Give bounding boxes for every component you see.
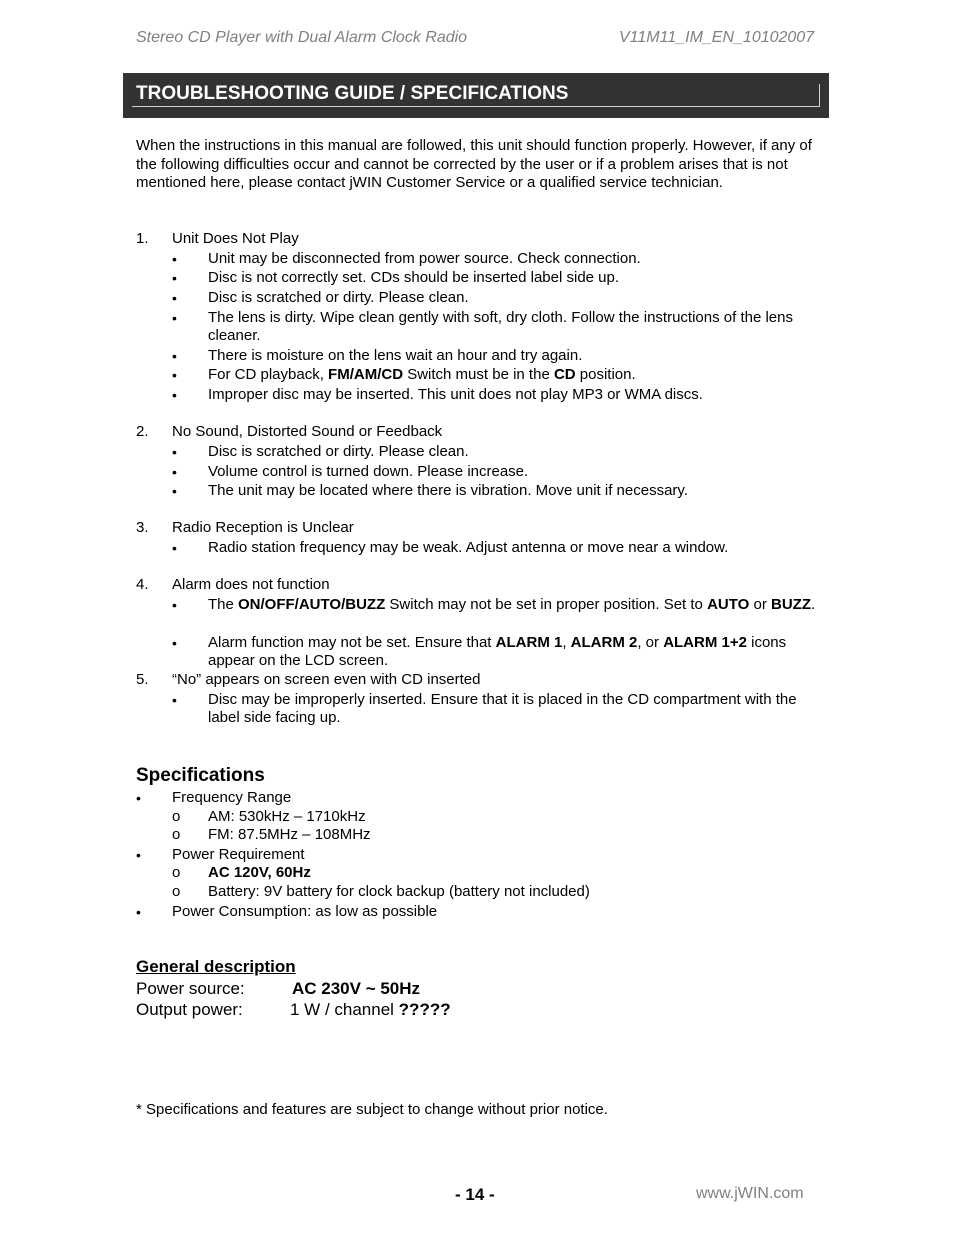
website-url: www.jWIN.com <box>696 1185 804 1202</box>
troubleshoot-bullet: Disc is not correctly set. CDs should be inserted label side up. <box>208 269 620 286</box>
troubleshoot-bullet: Disc is scratched or dirty. Please clean. <box>208 443 469 460</box>
troubleshoot-bullet: Volume control is turned down. Please increase. <box>208 463 529 480</box>
problem-number: 1. <box>136 230 149 247</box>
bullet-marker: • <box>136 904 141 920</box>
sub-bullet-marker: o <box>172 883 181 900</box>
troubleshoot-bullet: Improper disc may be inserted. This unit does not play MP3 or WMA discs. <box>208 386 703 403</box>
bullet-keyword: BUZZ <box>771 596 811 613</box>
troubleshoot-bullet: Disc is scratched or dirty. Please clean. <box>208 289 469 306</box>
problem-title: “No” appears on screen even with CD inserted <box>172 671 481 688</box>
bullet-marker: • <box>172 635 177 651</box>
troubleshoot-bullet: Disc may be improperly inserted. Ensure that it is placed in the CD compartment with the label side facing up. <box>208 691 797 726</box>
sub-bullet-marker: o <box>172 826 181 843</box>
troubleshoot-bullet: Radio station frequency may be weak. Adjust antenna or move near a window. <box>208 539 729 556</box>
spec-item: Power Consumption: as low as possible <box>172 903 438 920</box>
troubleshoot-bullet: There is moisture on the lens wait an hour and try again. <box>208 347 583 364</box>
troubleshoot-bullet-cd-switch <box>208 366 818 384</box>
bullet-keyword: CD <box>553 366 576 383</box>
problem-number: 5. <box>136 671 149 688</box>
power-source-label: Power source: <box>136 979 245 998</box>
bullet-marker: • <box>172 251 177 267</box>
page-number: - 14 - <box>455 1185 495 1204</box>
bullet-text-part: . <box>811 596 816 613</box>
specifications-notice: * Specifications and features are subject to change without prior notice. <box>136 1101 608 1118</box>
spec-subitem: Battery: 9V battery for clock backup (battery not included) <box>208 883 590 900</box>
problem-title: Alarm does not function <box>172 576 330 593</box>
bullet-marker: • <box>172 310 177 326</box>
bullet-text-part: , <box>562 634 571 651</box>
bullet-keyword: FM/AM/CD <box>328 366 404 383</box>
troubleshoot-bullet-alarm <box>208 634 818 670</box>
bullet-text-part: icons appear on the LCD screen. <box>208 634 787 669</box>
bullet-marker: • <box>172 348 177 364</box>
bullet-text-part: position. <box>575 366 636 383</box>
troubleshoot-bullet: Unit may be disconnected from power source. Check connection. <box>208 250 641 267</box>
problem-title: Radio Reception is Unclear <box>172 519 354 536</box>
bullet-marker: • <box>172 444 177 460</box>
bullet-keyword: ALARM 1+2 <box>663 634 747 651</box>
sub-bullet-marker: o <box>172 864 181 881</box>
bullet-marker: • <box>172 290 177 306</box>
bullet-marker: • <box>172 367 177 383</box>
section-title: TROUBLESHOOTING GUIDE / SPECIFICATIONS <box>136 83 569 104</box>
section-banner <box>123 73 829 118</box>
output-power-text: 1 W / channel <box>290 1000 399 1019</box>
problem-number: 4. <box>136 576 149 593</box>
troubleshoot-bullet: The unit may be located where there is vibration. Move unit if necessary. <box>208 482 688 499</box>
bullet-text-part: Alarm function may not be set. Ensure that <box>208 634 496 651</box>
troubleshoot-bullet: The lens is dirty. Wipe clean gently with soft, dry cloth. Follow the instructions of the lens cleaner. <box>208 309 793 344</box>
spec-subitem: AC 120V, 60Hz <box>208 864 311 881</box>
bullet-marker: • <box>172 692 177 708</box>
bullet-text-part: or <box>749 596 771 613</box>
bullet-text-part: For CD playback, <box>208 366 329 383</box>
bullet-text-part: The <box>208 596 239 613</box>
problem-number: 3. <box>136 519 149 536</box>
bullet-marker: • <box>172 464 177 480</box>
spec-item: Frequency Range <box>172 789 292 806</box>
bullet-marker: • <box>172 597 177 613</box>
spec-subitem: FM: 87.5MHz – 108MHz <box>208 826 371 843</box>
bullet-marker: • <box>172 483 177 499</box>
specifications-heading: Specifications <box>136 765 265 786</box>
document-header-code: V11M11_IM_EN_10102007 <box>619 29 815 46</box>
bullet-marker: • <box>172 270 177 286</box>
output-power-label: Output power: <box>136 1000 243 1019</box>
bullet-marker: • <box>172 540 177 556</box>
bullet-text-part: Switch may not be set in proper position. Set to <box>385 596 708 613</box>
document-header-title: Stereo CD Player with Dual Alarm Clock Radio <box>136 29 468 46</box>
sub-bullet-marker: o <box>172 808 181 825</box>
spec-subitem: AM: 530kHz – 1710kHz <box>208 808 366 825</box>
general-description-heading: General description <box>136 957 296 976</box>
bullet-keyword: AUTO <box>707 596 750 613</box>
bullet-keyword: ALARM 1 <box>495 634 563 651</box>
spec-item: Power Requirement <box>172 846 305 863</box>
problem-number: 2. <box>136 423 149 440</box>
power-source-value: AC 230V ~ 50Hz <box>292 979 421 998</box>
bullet-marker: • <box>172 387 177 403</box>
bullet-marker: • <box>136 847 141 863</box>
intro-paragraph: When the instructions in this manual are followed, this unit should function properly. However, if any of the following difficulties occur and cannot be corrected by the user or if a problem arises that is not mentioned here, please contact jWIN Customer Service or a qualified service technician. <box>136 137 812 192</box>
output-power-value <box>290 1000 451 1020</box>
bullet-text-part: , or <box>637 634 664 651</box>
bullet-keyword: ALARM 2 <box>570 634 638 651</box>
problem-title: No Sound, Distorted Sound or Feedback <box>172 423 443 440</box>
bullet-text-part: Switch must be in the <box>403 366 554 383</box>
troubleshoot-bullet-switch <box>208 596 818 614</box>
bullet-marker: • <box>136 790 141 806</box>
output-power-unknown: ????? <box>398 1000 451 1019</box>
problem-title: Unit Does Not Play <box>172 230 299 247</box>
bullet-keyword: ON/OFF/AUTO/BUZZ <box>238 596 386 613</box>
